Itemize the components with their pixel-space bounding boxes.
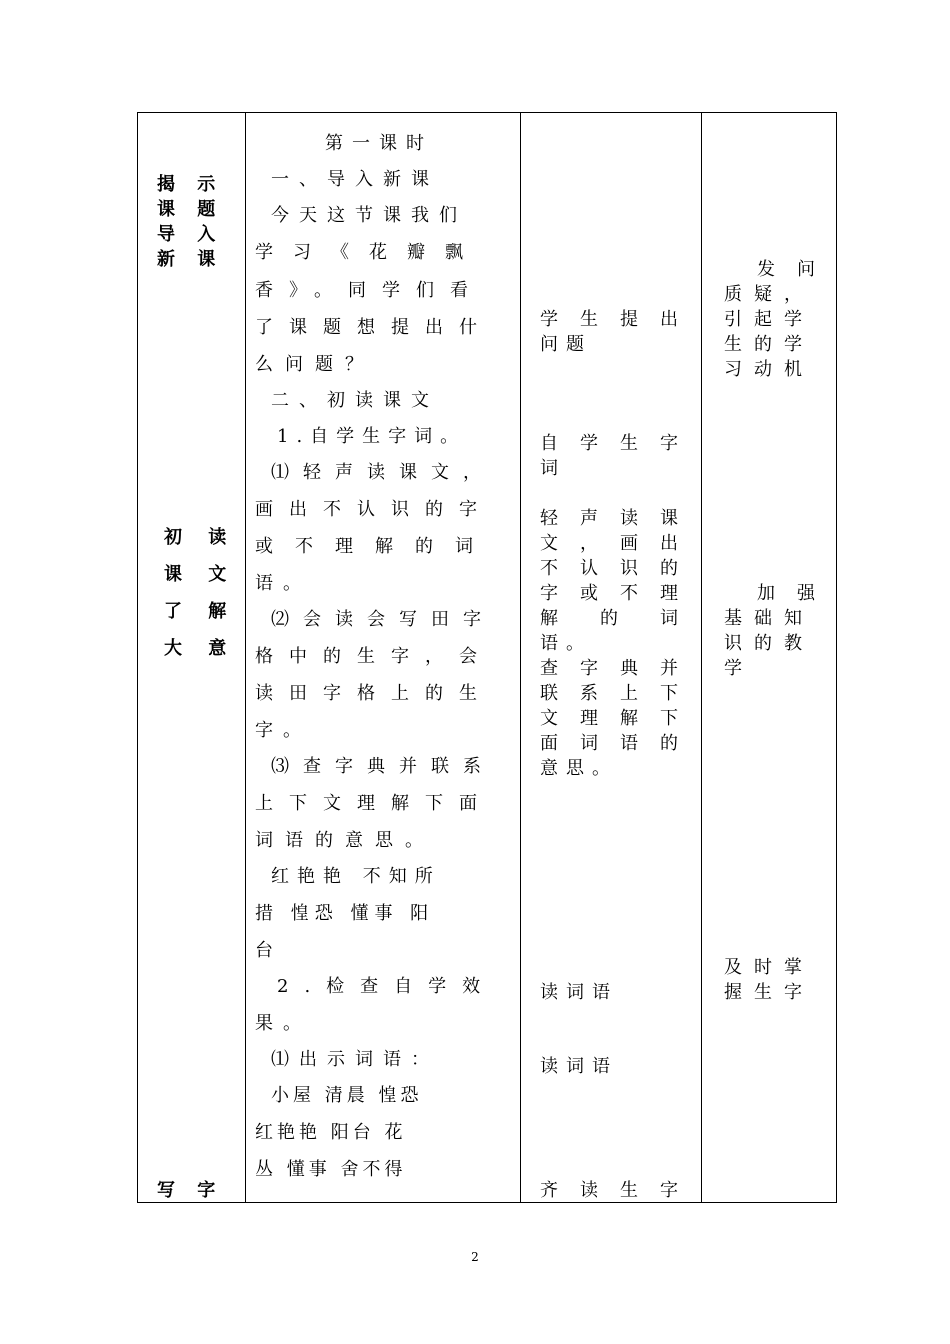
student-text: 轻声读课 [540, 508, 700, 529]
stage-text: 大 意 [164, 638, 237, 659]
student-text: 文理解下 [540, 708, 700, 729]
column-divider [520, 113, 521, 1202]
intent-text: 识的教 [724, 633, 814, 654]
intent-text: 质疑， [724, 284, 814, 305]
vocab-text: 丛 懂事 舍不得 [255, 1159, 407, 1180]
content-text: 1.自学生字词。 [277, 426, 467, 447]
content-text: ⑵会读会写田字 [271, 609, 495, 630]
intent-text: 加强 [757, 583, 837, 604]
content-text: ⑴轻声读课文， [271, 462, 495, 483]
intent-text: 及时掌 [724, 957, 814, 978]
stage-text: 课 文 [164, 564, 237, 585]
content-text: 香》。同学们看 [255, 280, 484, 301]
intent-text: 学 [724, 658, 742, 679]
section-heading: 二、初读课文 [271, 390, 439, 411]
intent-text: 引起学 [724, 309, 814, 330]
content-text: 或不理解的词 [255, 536, 495, 557]
vocab-text: 红艳艳 不知所 [271, 866, 441, 887]
content-text: 了课题想提出什 [255, 317, 493, 338]
intent-text: 生的学 [724, 334, 814, 355]
content-text: 画出不认识的字 [255, 499, 493, 520]
stage-text: 揭 示 [157, 174, 224, 195]
vocab-text: 红艳艳 阳台 花 [255, 1122, 407, 1143]
content-text: 词语的意思。 [255, 830, 435, 851]
student-text: 读词语 [540, 1056, 618, 1077]
content-text: 字。 [255, 720, 311, 741]
student-text: 词 [540, 458, 558, 479]
student-text: 齐读生字 [540, 1180, 700, 1201]
content-text: ⑶查字典并联系 [271, 756, 495, 777]
intent-text: 握生字 [724, 982, 814, 1003]
student-text: 意思。 [540, 758, 618, 779]
lesson-heading: 第一课时 [325, 133, 433, 154]
student-text: 语。 [540, 633, 592, 654]
content-text: 语。 [255, 573, 311, 594]
student-text: 不认识的 [540, 558, 700, 579]
stage-text: 新 课 [157, 249, 224, 270]
column-divider [245, 113, 246, 1202]
intent-text: 习动机 [724, 359, 814, 380]
column-divider [701, 113, 702, 1202]
stage-text: 课 题 [157, 199, 224, 220]
student-text: 查字典并 [540, 658, 700, 679]
student-text: 解的词 [540, 608, 720, 629]
intent-text: 基础知 [724, 608, 814, 629]
stage-text: 初 读 [164, 527, 237, 548]
student-text: 读词语 [540, 982, 618, 1003]
content-text: 今天这节课我们 [271, 205, 467, 226]
student-text: 面词语的 [540, 733, 700, 754]
content-text: 2.检查自学效 [277, 976, 497, 997]
vocab-text: 小屋 清晨 惶恐 [271, 1085, 423, 1106]
intent-text: 发问 [757, 259, 837, 280]
content-text: 读田字格上的生 [255, 683, 493, 704]
page-number: 2 [471, 1250, 479, 1264]
section-heading: 一、导入新课 [271, 169, 439, 190]
content-text: 上下文理解下面 [255, 793, 493, 814]
student-text: 字或不理 [540, 583, 700, 604]
vocab-text: 台 [255, 940, 273, 961]
student-text: 学生提出 [540, 309, 700, 330]
stage-text: 写 字 [157, 1180, 224, 1201]
vocab-text: 措 惶恐 懂事 阳 [255, 903, 435, 924]
content-text: 学习《花瓣飘 [255, 242, 483, 263]
content-text: ⑴出示词语： [271, 1049, 439, 1070]
student-text: 文，画出 [540, 533, 700, 554]
content-text: 格中的生字，会 [255, 646, 493, 667]
content-text: 么问题？ [255, 354, 375, 375]
stage-text: 导 入 [157, 224, 224, 245]
content-text: 果。 [255, 1013, 311, 1034]
student-text: 联系上下 [540, 683, 700, 704]
student-text: 问题 [540, 334, 592, 355]
student-text: 自学生字 [540, 433, 700, 454]
stage-text: 了 解 [164, 601, 237, 622]
